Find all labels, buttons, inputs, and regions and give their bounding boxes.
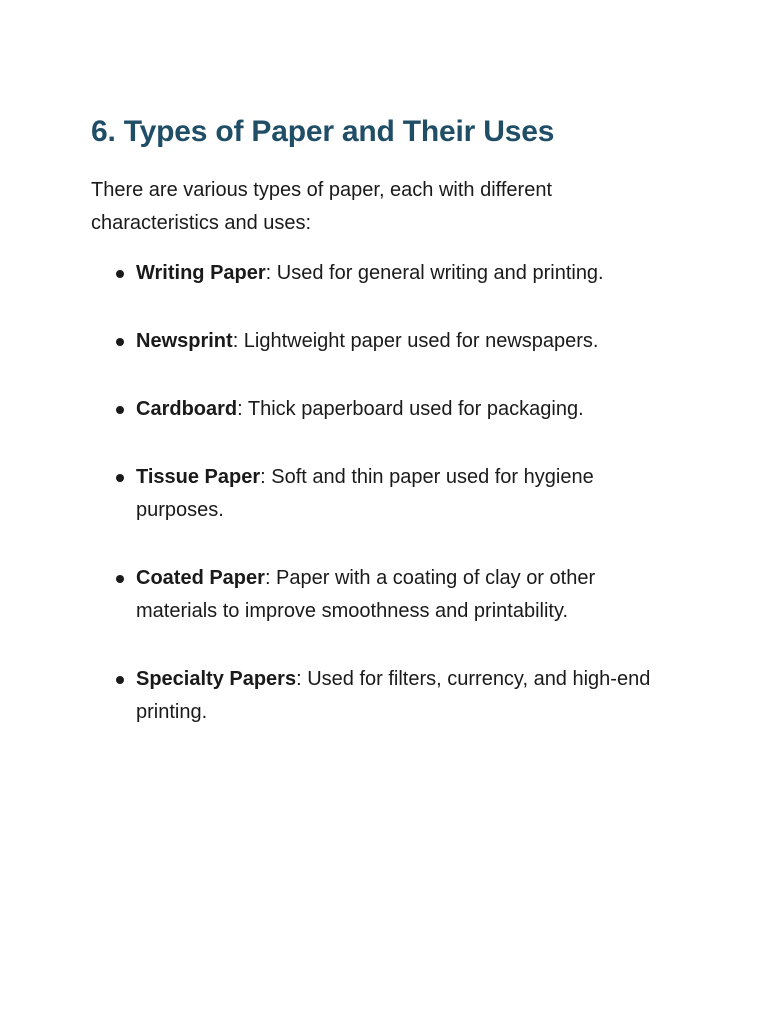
list-item-term: Coated Paper bbox=[136, 567, 265, 589]
list-item-description: : Soft and thin paper used for hygiene purposes. bbox=[136, 466, 594, 521]
list-item-description: : Used for filters, currency, and high-end printing. bbox=[136, 668, 651, 723]
list-item-term: Writing Paper bbox=[136, 262, 266, 284]
bullet-icon bbox=[116, 676, 124, 684]
section-intro: There are various types of paper, each with different characteristics and uses: bbox=[91, 179, 553, 234]
bullet-icon bbox=[116, 338, 124, 346]
document-page bbox=[91, 112, 681, 764]
list-item-description: : Lightweight paper used for newspapers. bbox=[232, 330, 599, 352]
bullet-icon bbox=[116, 406, 124, 414]
list-item-description: : Paper with a coating of clay or other materials to improve smoothness and printability. bbox=[136, 567, 596, 622]
list-item-coated-paper bbox=[91, 562, 681, 628]
list-item-term: Cardboard bbox=[136, 398, 238, 420]
list-item-writing-paper bbox=[91, 257, 681, 290]
paper-types-list bbox=[91, 257, 681, 729]
list-item-term: Newsprint bbox=[136, 330, 233, 352]
bullet-icon bbox=[116, 270, 124, 278]
list-item-term: Specialty Papers bbox=[136, 668, 297, 690]
list-item-newsprint bbox=[91, 325, 681, 358]
list-item-description: : Used for general writing and printing. bbox=[265, 262, 604, 284]
list-item-term: Tissue Paper bbox=[136, 466, 261, 488]
list-item-specialty-papers bbox=[91, 663, 681, 729]
section-heading: 6. Types of Paper and Their Uses bbox=[91, 115, 555, 148]
bullet-icon bbox=[116, 575, 124, 583]
list-item-cardboard bbox=[91, 393, 681, 426]
bullet-icon bbox=[116, 474, 124, 482]
list-item-tissue-paper bbox=[91, 461, 681, 527]
list-item-description: : Thick paperboard used for packaging. bbox=[237, 398, 584, 420]
